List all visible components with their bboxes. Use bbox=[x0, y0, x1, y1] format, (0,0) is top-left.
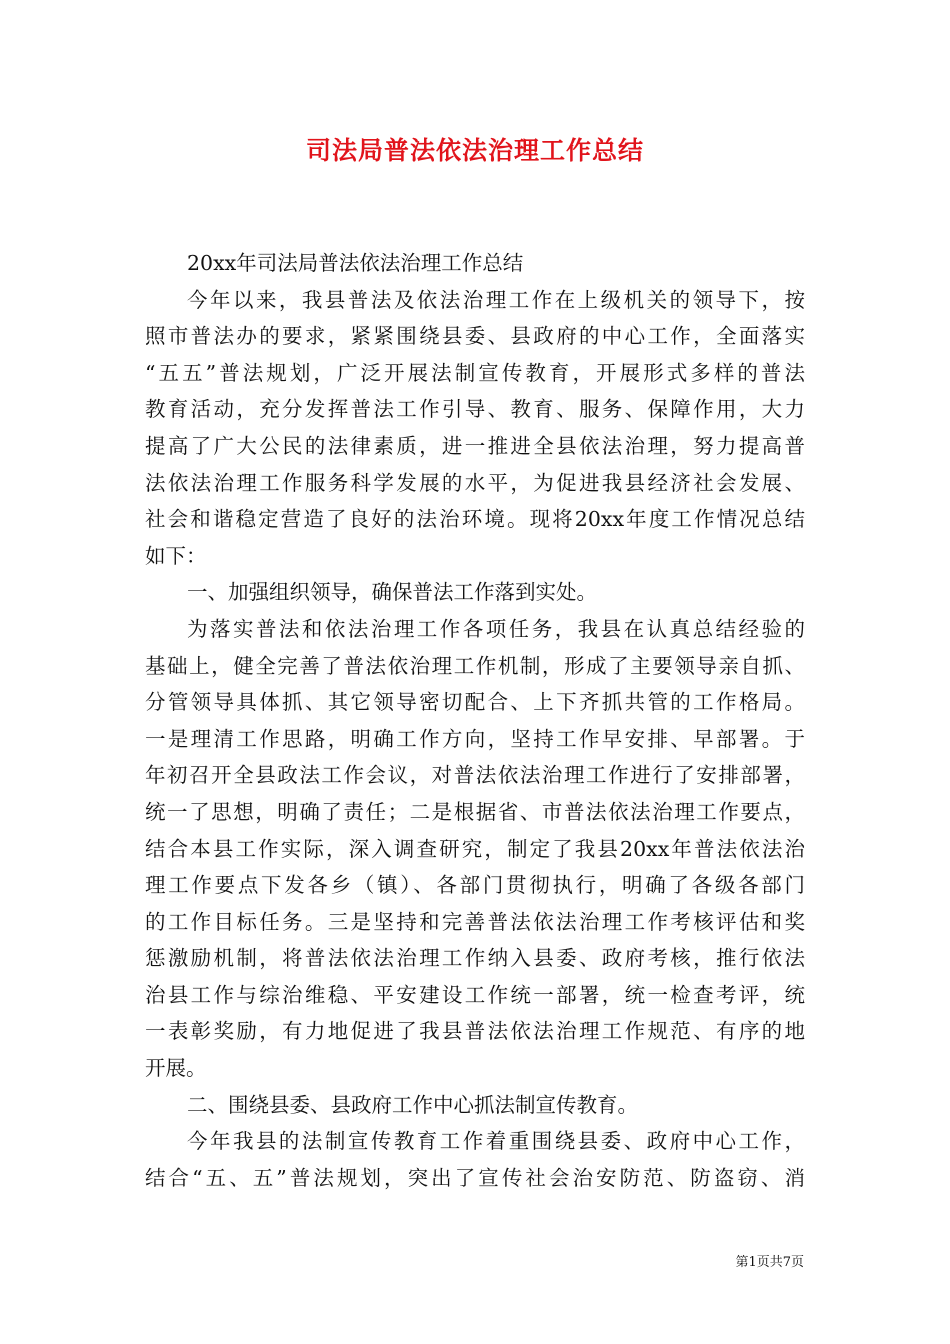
paragraph-line: 分管领导具体抓、其它领导密切配合、上下齐抓共管的工作格局。 bbox=[145, 690, 805, 715]
paragraph-line: 年初召开全县政法工作会议，对普法依法治理工作进行了安排部署， bbox=[145, 763, 805, 788]
section-heading: 二、围绕县委、县政府工作中心抓法制宣传教育。 bbox=[187, 1092, 638, 1117]
paragraph-line: 社会和谐稳定营造了良好的法治环境。现将20xx年度工作情况总结 bbox=[145, 507, 805, 532]
page-number: 第1页共7页 bbox=[735, 1255, 804, 1270]
paragraph-line: 理工作要点下发各乡（镇）、各部门贯彻执行，明确了各级各部门 bbox=[145, 873, 805, 898]
paragraph-line: 照市普法办的要求，紧紧围绕县委、县政府的中心工作，全面落实 bbox=[145, 324, 805, 349]
paragraph-line: 统一了思想，明确了责任；二是根据省、市普法依法治理工作要点， bbox=[145, 799, 805, 824]
paragraph-line: 为落实普法和依法治理工作各项任务，我县在认真总结经验的 bbox=[187, 616, 805, 641]
paragraph-line: 20xx年司法局普法依法治理工作总结 bbox=[187, 251, 524, 275]
paragraph-line: 教育活动，充分发挥普法工作引导、教育、服务、保障作用，大力 bbox=[145, 397, 805, 422]
section-heading: 一、加强组织领导，确保普法工作落到实处。 bbox=[187, 580, 597, 605]
document-title: 司法局普法依法治理工作总结 bbox=[305, 136, 644, 165]
paragraph-line: 基础上，健全完善了普法依治理工作机制，形成了主要领导亲自抓、 bbox=[145, 653, 805, 678]
paragraph-line: “五五”普法规划，广泛开展法制宣传教育，开展形式多样的普法 bbox=[145, 360, 805, 385]
paragraph-line: 一表彰奖励，有力地促进了我县普法依法治理工作规范、有序的地 bbox=[145, 1019, 805, 1044]
paragraph-line: 结合本县工作实际，深入调查研究，制定了我县20xx年普法依法治 bbox=[145, 836, 805, 861]
paragraph-line: 开展。 bbox=[145, 1056, 207, 1081]
paragraph-line: 法依法治理工作服务科学发展的水平，为促进我县经济社会发展、 bbox=[145, 470, 805, 495]
document-body bbox=[145, 245, 805, 1196]
paragraph-line: 提高了广大公民的法律素质，进一推进全县依法治理，努力提高普 bbox=[145, 433, 805, 458]
paragraph-line: 一是理清工作思路，明确工作方向，坚持工作早安排、早部署。于 bbox=[145, 726, 805, 751]
paragraph-line: 如下： bbox=[145, 543, 207, 568]
paragraph-line: 的工作目标任务。三是坚持和完善普法依法治理工作考核评估和奖 bbox=[145, 909, 805, 934]
paragraph-line: 结合“五、五”普法规划，突出了宣传社会治安防范、防盗窃、消 bbox=[145, 1165, 805, 1190]
paragraph-line: 今年我县的法制宣传教育工作着重围绕县委、政府中心工作， bbox=[187, 1129, 805, 1154]
paragraph-line: 今年以来，我县普法及依法治理工作在上级机关的领导下，按 bbox=[187, 287, 805, 312]
paragraph-line: 惩激励机制，将普法依法治理工作纳入县委、政府考核，推行依法 bbox=[145, 946, 805, 971]
paragraph-line: 治县工作与综治维稳、平安建设工作统一部署，统一检查考评，统 bbox=[145, 982, 805, 1007]
